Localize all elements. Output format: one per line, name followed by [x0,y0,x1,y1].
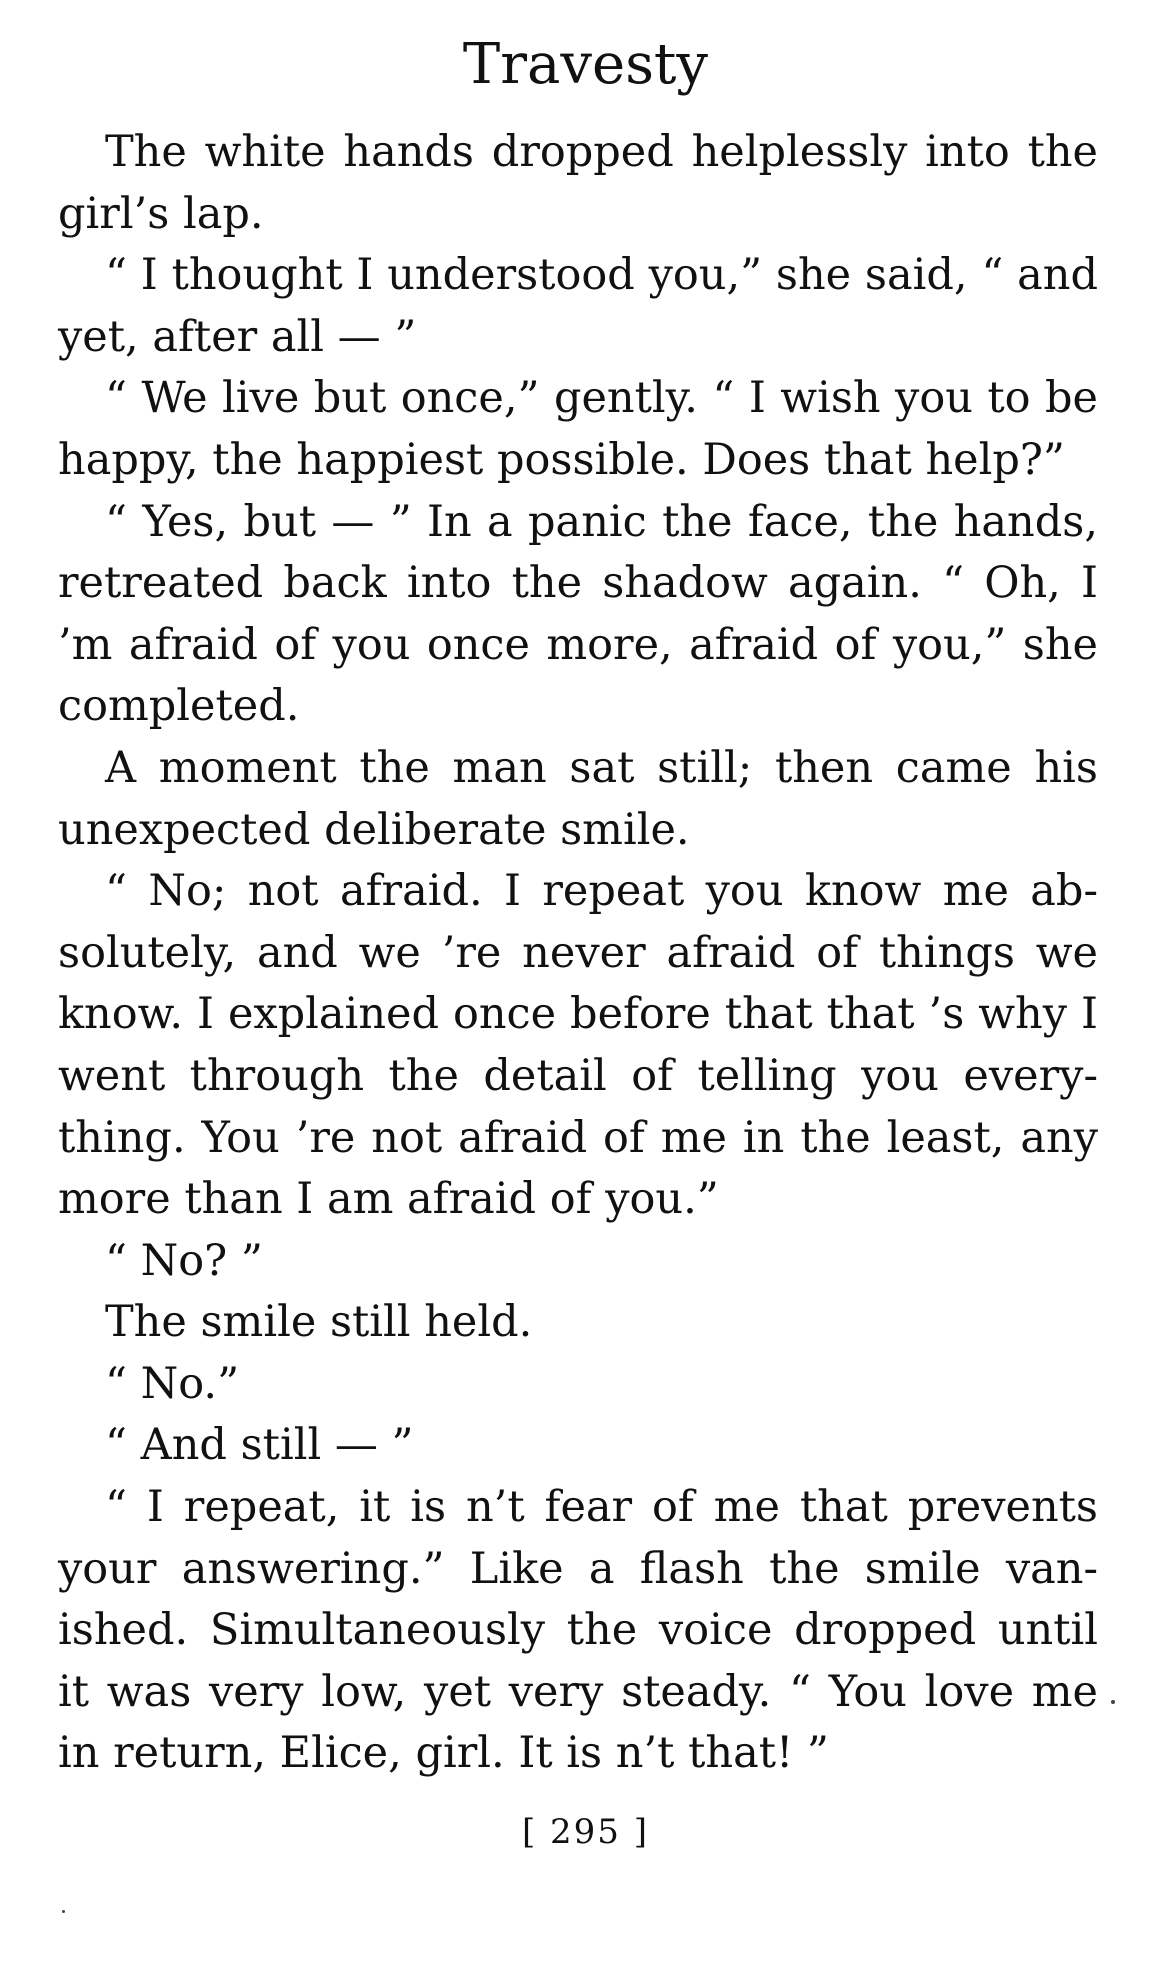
paragraph: “ No? ” [105,1235,263,1286]
paragraph: A moment the man sat still; then came his unexpected deliberate smile. [58,742,1098,855]
running-head: Travesty [462,32,709,97]
paragraph: “ Yes, but — ” In a panic the face, the hands, retreated back into the shadow again. “ Oh, I ’m afraid of you once more, afraid of you,” she completed. [58,496,1098,732]
paragraph: “ No; not afraid. I repeat you know me absolutely, and we ’re never afraid of things we know. I explained once before that that ’s why I went through the detail of telling you everything. You ’re not afraid of me in the least, any more than I am afraid of you.” [58,866,1098,1225]
paragraph: “ No.” [105,1358,240,1409]
paragraph: “ We live but once,” gently. “ I wish you to be happy, the happiest possible. Does that help?” [58,373,1098,485]
body-text [58,122,1098,1785]
ink-speck [62,1910,65,1913]
page-number: [ 295 ] [521,1812,650,1852]
paragraph: “ And still — ” [105,1420,414,1471]
ink-speck [1111,1700,1115,1704]
paragraph: “ I thought I understood you,” she said, “ and yet, after all — ” [58,250,1098,362]
paragraph: “ I repeat, it is n’t fear of me that prevents your answering.” Like a flash the smile vanished. Simultaneously the voice dropped until it was very low, yet very steady. “ You love me in return, Elice, girl. It is n’t that! ” [58,1482,1098,1779]
paragraph: The white hands dropped helplessly into the girl’s lap. [58,127,1098,239]
paragraph: The smile still held. [105,1297,533,1348]
